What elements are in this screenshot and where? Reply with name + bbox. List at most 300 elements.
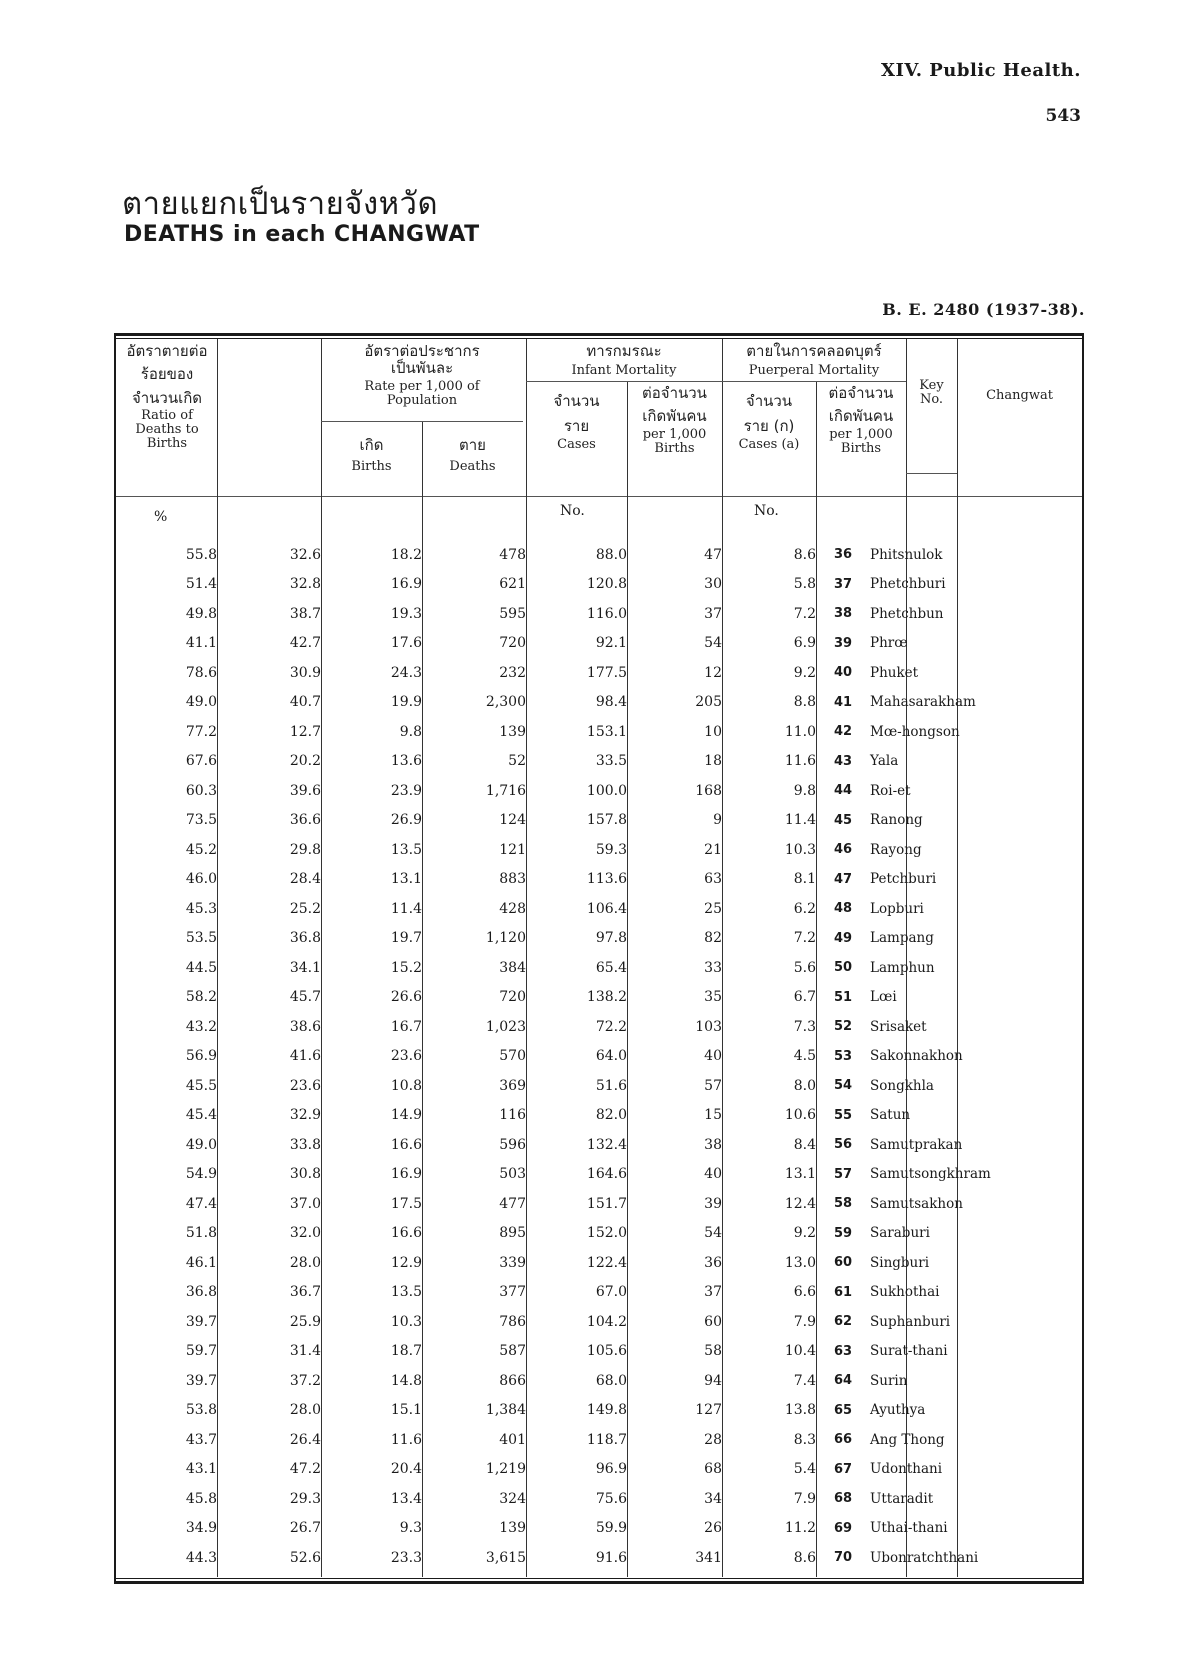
key-no-cell: 47 (833, 871, 853, 887)
header-births-en: Births (351, 458, 392, 474)
births-rate-cell: 32.8 (289, 576, 321, 593)
table-row (114, 1042, 1050, 1072)
key-no-cell: 40 (833, 665, 853, 681)
table-row (114, 1543, 1050, 1573)
infant-cases-cell: 883 (499, 871, 526, 888)
infant-cases-cell: 1,120 (485, 930, 526, 947)
puerperal-rate-cell: 12.4 (784, 1195, 816, 1212)
puerperal-cases-cell: 10 (704, 723, 722, 740)
table-row (114, 983, 1050, 1013)
deaths-rate-cell: 9.8 (399, 723, 422, 740)
puerperal-cases-cell: 47 (704, 546, 722, 563)
infant-cases-cell: 121 (499, 841, 526, 858)
table-row (114, 806, 1050, 836)
infant-rate-cell: 106.4 (586, 900, 627, 917)
births-rate-cell: 28.0 (289, 1402, 321, 1419)
puerperal-cases-cell: 68 (704, 1461, 722, 1478)
puerperal-cases-cell: 28 (704, 1431, 722, 1448)
changwat-cell: Singburi (870, 1254, 930, 1271)
table-row (114, 1219, 1050, 1249)
table-row (114, 1484, 1050, 1514)
puerperal-cases-cell: 63 (704, 871, 722, 888)
deaths-rate-cell: 10.8 (390, 1077, 422, 1094)
table-row (114, 1160, 1050, 1190)
deaths-rate-cell: 14.8 (390, 1372, 422, 1389)
header-puerperal-cases-th1: จำนวน (745, 392, 793, 410)
deaths-rate-cell: 11.4 (390, 900, 422, 917)
infant-rate-cell: 100.0 (586, 782, 627, 799)
puerperal-rate-cell: 9.2 (793, 1225, 816, 1242)
ratio-cell: 51.4 (185, 576, 217, 593)
changwat-cell: Ayuthya (870, 1402, 926, 1419)
table-row (114, 924, 1050, 954)
births-rate-cell: 42.7 (289, 635, 321, 652)
ratio-cell: 67.6 (185, 753, 217, 770)
header-infant-rate-th1: ต่อจำนวน (642, 384, 707, 402)
infant-rate-cell: 59.3 (595, 841, 627, 858)
puerperal-cases-cell: 18 (704, 753, 722, 770)
changwat-cell: Lamphun (870, 959, 935, 976)
infant-rate-cell: 91.6 (595, 1549, 627, 1566)
table-row (114, 1455, 1050, 1485)
changwat-cell: Petchburi (870, 871, 937, 888)
header-births-th: เกิด (359, 436, 384, 454)
puerperal-rate-cell: 10.6 (784, 1107, 816, 1124)
puerperal-rate-cell: 7.2 (793, 930, 816, 947)
header-infant (526, 343, 722, 378)
table-row (114, 629, 1050, 659)
puerperal-cases-cell: 9 (713, 812, 722, 829)
puerperal-rate-cell: 7.3 (793, 1018, 816, 1035)
header-changwat (957, 389, 1082, 403)
infant-rate-cell: 177.5 (586, 664, 627, 681)
changwat-cell: Lopburi (870, 900, 924, 917)
ratio-cell: 44.3 (185, 1549, 217, 1566)
header-deaths-th: ตาย (459, 436, 486, 454)
births-rate-cell: 33.8 (289, 1136, 321, 1153)
changwat-cell: Lœi (870, 989, 897, 1006)
infant-rate-cell: 113.6 (586, 871, 627, 888)
births-rate-cell: 52.6 (289, 1549, 321, 1566)
births-rate-cell: 32.9 (289, 1107, 321, 1124)
births-rate-cell: 36.7 (289, 1284, 321, 1301)
header-puerperal-rate-en: per 1,000 Births (829, 427, 893, 457)
header-puerperal-en: Puerperal Mortality (748, 362, 880, 378)
changwat-cell: Phetchburi (870, 576, 946, 593)
deaths-rate-cell: 17.6 (390, 635, 422, 652)
changwat-cell: Phuket (870, 664, 919, 681)
key-no-cell: 65 (833, 1402, 853, 1418)
changwat-cell: Lampang (870, 930, 934, 947)
ratio-cell: 45.2 (185, 841, 217, 858)
puerperal-rate-cell: 5.8 (793, 576, 816, 593)
changwat-cell: Udonthani (870, 1461, 943, 1478)
header-key (906, 379, 957, 408)
infant-rate-cell: 118.7 (586, 1431, 627, 1448)
table-row (114, 1071, 1050, 1101)
key-no-cell: 50 (833, 960, 853, 976)
infant-cases-cell: 139 (499, 1520, 526, 1537)
puerperal-cases-cell: 40 (704, 1048, 722, 1065)
puerperal-rate-cell: 13.0 (784, 1254, 816, 1271)
puerperal-rate-cell: 8.1 (793, 871, 816, 888)
title-thai: ตายแยกเป็นรายจังหวัด (122, 186, 439, 222)
table-row (114, 835, 1050, 865)
infant-rate-cell: 75.6 (595, 1490, 627, 1507)
infant-rate-cell: 92.1 (595, 635, 627, 652)
table-row (114, 776, 1050, 806)
deaths-rate-cell: 24.3 (390, 664, 422, 681)
ratio-cell: 59.7 (185, 1343, 217, 1360)
key-no-cell: 68 (833, 1491, 853, 1507)
births-rate-cell: 20.2 (289, 753, 321, 770)
header-puerperal-cases-th2: ราย (ก) (743, 416, 795, 435)
table-row (114, 570, 1050, 600)
key-no-cell: 57 (833, 1166, 853, 1182)
births-rate-cell: 25.9 (289, 1313, 321, 1330)
header-rate-en: Rate per 1,000 of Population (364, 379, 480, 409)
deaths-rate-cell: 26.6 (390, 989, 422, 1006)
puerperal-rate-cell: 8.6 (793, 1549, 816, 1566)
changwat-cell: Samutprakan (870, 1136, 963, 1153)
header-puerperal-cases (722, 393, 816, 452)
births-rate-cell: 39.6 (289, 782, 321, 799)
key-no-cell: 54 (833, 1078, 853, 1094)
header-puerperal-rate-th2: เกิดพันคน (828, 406, 894, 425)
puerperal-cases-cell: 15 (704, 1107, 722, 1124)
ratio-cell: 39.7 (185, 1372, 217, 1389)
deaths-rate-cell: 18.7 (390, 1343, 422, 1360)
ratio-cell: 47.4 (185, 1195, 217, 1212)
puerperal-rate-cell: 6.9 (793, 635, 816, 652)
header-infant-cases-th1: จำนวน (553, 392, 600, 410)
header-puerperal-cases-en: Cases (a) (738, 437, 800, 452)
ratio-cell: 41.1 (185, 635, 217, 652)
puerperal-cases-cell: 37 (704, 1284, 722, 1301)
table-row (114, 1514, 1050, 1544)
deaths-rate-cell: 19.9 (390, 694, 422, 711)
table-row (114, 688, 1050, 718)
deaths-rate-cell: 16.6 (390, 1225, 422, 1242)
key-no-cell: 61 (833, 1284, 853, 1300)
table-row (114, 1189, 1050, 1219)
infant-cases-cell: 232 (499, 664, 526, 681)
puerperal-rate-cell: 5.4 (793, 1461, 816, 1478)
ratio-cell: 49.0 (185, 694, 217, 711)
births-rate-cell: 28.4 (289, 871, 321, 888)
ratio-cell: 49.0 (185, 1136, 217, 1153)
title-english: DEATHS in each CHANGWAT (124, 222, 480, 247)
puerperal-cases-cell: 37 (704, 605, 722, 622)
ratio-cell: 46.0 (185, 871, 217, 888)
table-row (114, 1396, 1050, 1426)
puerperal-rate-cell: 8.3 (793, 1431, 816, 1448)
puerperal-cases-cell: 39 (704, 1195, 722, 1212)
deaths-rate-cell: 15.2 (390, 959, 422, 976)
births-rate-cell: 38.7 (289, 605, 321, 622)
infant-cases-cell: 587 (499, 1343, 526, 1360)
infant-cases-cell: 477 (499, 1195, 526, 1212)
header-deaths (422, 437, 523, 474)
puerperal-cases-cell: 127 (695, 1402, 722, 1419)
deaths-rate-cell: 23.6 (390, 1048, 422, 1065)
births-rate-cell: 47.2 (289, 1461, 321, 1478)
births-rate-cell: 36.8 (289, 930, 321, 947)
table-row (114, 540, 1050, 570)
infant-cases-cell: 570 (499, 1048, 526, 1065)
ratio-cell: 36.8 (185, 1284, 217, 1301)
puerperal-cases-cell: 205 (695, 694, 722, 711)
key-no-cell: 37 (833, 576, 853, 592)
puerperal-rate-cell: 5.6 (793, 959, 816, 976)
infant-rate-cell: 51.6 (595, 1077, 627, 1094)
table-row (114, 894, 1050, 924)
changwat-cell: Srisaket (870, 1018, 927, 1035)
puerperal-rate-cell: 7.2 (793, 605, 816, 622)
births-rate-cell: 30.9 (289, 664, 321, 681)
births-rate-cell: 32.0 (289, 1225, 321, 1242)
table-row (114, 1366, 1050, 1396)
deaths-rate-cell: 26.9 (390, 812, 422, 829)
deaths-rate-cell: 11.6 (390, 1431, 422, 1448)
puerperal-rate-cell: 10.3 (784, 841, 816, 858)
changwat-cell: Ranong (870, 812, 923, 829)
ratio-cell: 45.8 (185, 1490, 217, 1507)
births-rate-cell: 26.7 (289, 1520, 321, 1537)
infant-rate-cell: 82.0 (595, 1107, 627, 1124)
infant-cases-cell: 428 (499, 900, 526, 917)
infant-rate-cell: 98.4 (595, 694, 627, 711)
infant-rate-cell: 65.4 (595, 959, 627, 976)
header-infant-en: Infant Mortality (571, 362, 677, 378)
births-rate-cell: 32.6 (289, 546, 321, 563)
infant-rate-cell: 67.0 (595, 1284, 627, 1301)
infant-cases-cell: 339 (499, 1254, 526, 1271)
ratio-cell: 49.8 (185, 605, 217, 622)
key-no-cell: 46 (833, 842, 853, 858)
header-infant-rate (627, 385, 722, 457)
key-no-cell: 45 (833, 812, 853, 828)
deaths-rate-cell: 23.9 (390, 782, 422, 799)
deaths-rate-cell: 20.4 (390, 1461, 422, 1478)
infant-cases-cell: 124 (499, 812, 526, 829)
infant-rate-cell: 96.9 (595, 1461, 627, 1478)
key-no-cell: 48 (833, 901, 853, 917)
table-row (114, 1130, 1050, 1160)
puerperal-rate-cell: 9.8 (793, 782, 816, 799)
infant-cases-cell: 595 (499, 605, 526, 622)
infant-cases-cell: 1,716 (485, 782, 526, 799)
table-row (114, 1012, 1050, 1042)
puerperal-rate-cell: 7.4 (793, 1372, 816, 1389)
header-infant-cases-en: Cases (557, 437, 596, 452)
changwat-cell: Surat-thani (870, 1343, 948, 1360)
header-puerperal (722, 343, 906, 378)
puerperal-rate-cell: 11.2 (784, 1520, 816, 1537)
infant-rate-cell: 132.4 (586, 1136, 627, 1153)
ratio-cell: 43.1 (185, 1461, 217, 1478)
infant-rate-cell: 153.1 (586, 723, 627, 740)
births-rate-cell: 38.6 (289, 1018, 321, 1035)
changwat-cell: Phetchbun (870, 605, 944, 622)
deaths-rate-cell: 13.1 (390, 871, 422, 888)
infant-rate-cell: 122.4 (586, 1254, 627, 1271)
changwat-cell: Sukhothai (870, 1284, 940, 1301)
puerperal-cases-cell: 35 (704, 989, 722, 1006)
infant-cases-cell: 3,615 (485, 1549, 526, 1566)
ratio-cell: 77.2 (185, 723, 217, 740)
puerperal-rate-cell: 13.1 (784, 1166, 816, 1183)
infant-rate-cell: 72.2 (595, 1018, 627, 1035)
puerperal-rate-cell: 8.0 (793, 1077, 816, 1094)
key-no-cell: 52 (833, 1019, 853, 1035)
infant-cases-cell: 895 (499, 1225, 526, 1242)
deaths-rate-cell: 14.9 (390, 1107, 422, 1124)
puerperal-rate-cell: 11.4 (784, 812, 816, 829)
changwat-cell: Uttaradit (870, 1490, 934, 1507)
puerperal-rate-cell: 8.4 (793, 1136, 816, 1153)
table-row (114, 1248, 1050, 1278)
ratio-cell: 45.4 (185, 1107, 217, 1124)
puerperal-rate-cell: 4.5 (793, 1048, 816, 1065)
header-key-label: Key No. (919, 378, 944, 408)
puerperal-cases-cell: 21 (704, 841, 722, 858)
infant-cases-cell: 52 (508, 753, 526, 770)
running-head: XIV. Public Health. (881, 60, 1081, 81)
changwat-cell: Uthai-thani (870, 1520, 948, 1537)
infant-rate-cell: 64.0 (595, 1048, 627, 1065)
deaths-rate-cell: 19.7 (390, 930, 422, 947)
deaths-rate-cell: 13.4 (390, 1490, 422, 1507)
deaths-table (114, 540, 1050, 1573)
header-infant-th: ทารกมรณะ (586, 342, 662, 360)
header-infant-rate-th2: เกิดพันคน (642, 406, 707, 425)
header-infant-rate-en: per 1,000 Births (642, 427, 707, 457)
ratio-cell: 43.2 (185, 1018, 217, 1035)
header-ratio-th3: จำนวนเกิด (131, 389, 203, 407)
puerperal-rate-cell: 11.0 (784, 723, 816, 740)
puerperal-cases-cell: 82 (704, 930, 722, 947)
infant-rate-cell: 97.8 (595, 930, 627, 947)
ratio-cell: 43.7 (185, 1431, 217, 1448)
puerperal-cases-cell: 33 (704, 959, 722, 976)
key-no-cell: 56 (833, 1137, 853, 1153)
changwat-cell: Saraburi (870, 1225, 930, 1242)
ratio-cell: 34.9 (185, 1520, 217, 1537)
infant-rate-cell: 151.7 (586, 1195, 627, 1212)
header-births (321, 437, 422, 474)
header-rate-th: อัตราต่อประชากร เป็นพันละ (364, 342, 480, 377)
puerperal-cases-cell: 60 (704, 1313, 722, 1330)
births-rate-cell: 37.0 (289, 1195, 321, 1212)
key-no-cell: 63 (833, 1343, 853, 1359)
table-row (114, 1101, 1050, 1131)
infant-rate-cell: 164.6 (586, 1166, 627, 1183)
infant-rate-cell: 157.8 (586, 812, 627, 829)
changwat-cell: Yala (870, 753, 899, 770)
infant-cases-cell: 596 (499, 1136, 526, 1153)
births-rate-cell: 34.1 (289, 959, 321, 976)
infant-rate-cell: 149.8 (586, 1402, 627, 1419)
puerperal-cases-cell: 341 (695, 1549, 722, 1566)
key-no-cell: 59 (833, 1225, 853, 1241)
key-no-cell: 39 (833, 635, 853, 651)
puerperal-rate-cell: 7.9 (793, 1490, 816, 1507)
puerperal-cases-cell: 38 (704, 1136, 722, 1153)
deaths-rate-cell: 13.5 (390, 1284, 422, 1301)
births-rate-cell: 40.7 (289, 694, 321, 711)
infant-cases-cell: 503 (499, 1166, 526, 1183)
header-ratio (117, 343, 217, 451)
deaths-rate-cell: 17.5 (390, 1195, 422, 1212)
unit-percent: % (154, 509, 168, 525)
table-row (114, 717, 1050, 747)
ratio-cell: 44.5 (185, 959, 217, 976)
births-rate-cell: 29.8 (289, 841, 321, 858)
infant-rate-cell: 116.0 (586, 605, 627, 622)
changwat-cell: Ang Thong (870, 1431, 945, 1448)
puerperal-cases-cell: 54 (704, 1225, 722, 1242)
ratio-cell: 73.5 (185, 812, 217, 829)
key-no-cell: 67 (833, 1461, 853, 1477)
changwat-cell: Samutsakhon (870, 1195, 963, 1212)
header-puerperal-rate-th1: ต่อจำนวน (828, 384, 894, 402)
deaths-rate-cell: 16.9 (390, 576, 422, 593)
header-deaths-en: Deaths (449, 458, 496, 474)
key-no-cell: 53 (833, 1048, 853, 1064)
puerperal-cases-cell: 168 (695, 782, 722, 799)
infant-rate-cell: 138.2 (586, 989, 627, 1006)
header-changwat-label: Changwat (986, 388, 1053, 403)
deaths-rate-cell: 12.9 (390, 1254, 422, 1271)
key-no-cell: 43 (833, 753, 853, 769)
births-rate-cell: 31.4 (289, 1343, 321, 1360)
deaths-rate-cell: 15.1 (390, 1402, 422, 1419)
changwat-cell: Ubonratchthani (870, 1549, 979, 1566)
deaths-rate-cell: 13.6 (390, 753, 422, 770)
key-no-cell: 42 (833, 724, 853, 740)
puerperal-rate-cell: 13.8 (784, 1402, 816, 1419)
puerperal-rate-cell: 7.9 (793, 1313, 816, 1330)
deaths-rate-cell: 13.5 (390, 841, 422, 858)
changwat-cell: Roi-et (870, 782, 911, 799)
infant-cases-cell: 720 (499, 635, 526, 652)
deaths-rate-cell: 16.9 (390, 1166, 422, 1183)
ratio-cell: 55.8 (185, 546, 217, 563)
infant-rate-cell: 68.0 (595, 1372, 627, 1389)
infant-rate-cell: 33.5 (595, 753, 627, 770)
infant-cases-cell: 116 (499, 1107, 526, 1124)
header-infant-cases (526, 393, 627, 452)
header-ratio-th1: อัตราตายต่อ (126, 342, 208, 360)
infant-rate-cell: 120.8 (586, 576, 627, 593)
puerperal-cases-cell: 94 (704, 1372, 722, 1389)
table-row (114, 865, 1050, 895)
infant-cases-cell: 621 (499, 576, 526, 593)
key-no-cell: 55 (833, 1107, 853, 1123)
ratio-cell: 51.8 (185, 1225, 217, 1242)
ratio-cell: 45.3 (185, 900, 217, 917)
changwat-cell: Phitsnulok (870, 546, 943, 563)
header-puerperal-rate (816, 385, 906, 457)
table-row (114, 1278, 1050, 1308)
puerperal-rate-cell: 6.2 (793, 900, 816, 917)
births-rate-cell: 36.6 (289, 812, 321, 829)
infant-cases-cell: 369 (499, 1077, 526, 1094)
deaths-rate-cell: 10.3 (390, 1313, 422, 1330)
table-row (114, 1307, 1050, 1337)
puerperal-cases-cell: 54 (704, 635, 722, 652)
